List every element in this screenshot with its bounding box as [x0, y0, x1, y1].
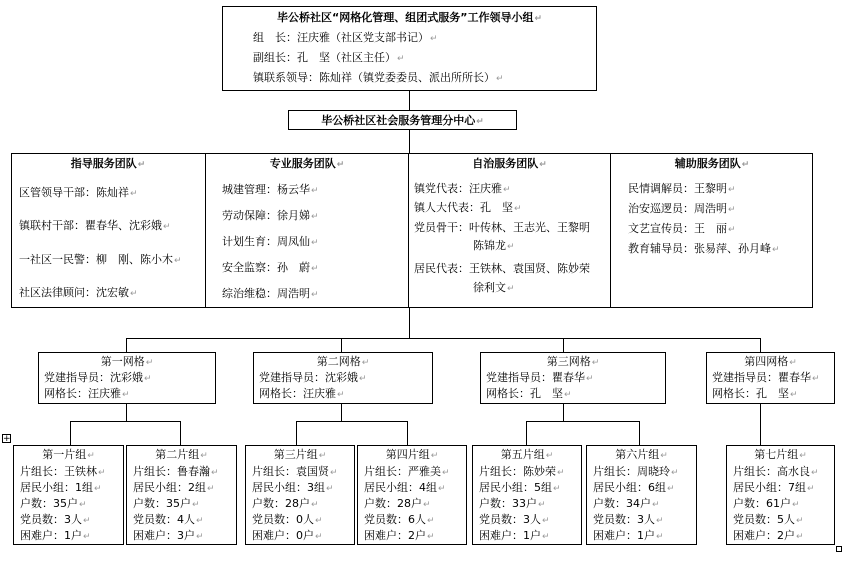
grid-drop-3 — [563, 338, 564, 352]
leader-group-title: 毕公桥社区“网格化管理、组团式服务”工作领导小组↵ — [276, 11, 542, 24]
connector-leader-center — [409, 91, 410, 110]
team-autonomy — [409, 153, 610, 308]
grid-title: 第三网格↵ — [546, 355, 600, 368]
section-4 — [357, 445, 467, 545]
section-title: 第四片组↵ — [385, 448, 439, 461]
drop-s5 — [526, 421, 527, 445]
section-title: 第五片组↵ — [500, 448, 554, 461]
section-line: 居民小组：5组↵ — [479, 481, 561, 494]
grid-line: 网格长：孔 坚↵ — [486, 387, 572, 400]
leader-group-box — [222, 6, 597, 91]
section-line: 片组长：袁国贤↵ — [252, 465, 338, 478]
team-member: 镇联村干部：瞿春华、沈彩娥↵ — [19, 219, 171, 232]
section-title: 第三片组↵ — [273, 448, 327, 461]
team-title: 指导服务团队↵ — [70, 157, 146, 170]
section-line: 片组长：高水良↵ — [733, 465, 819, 478]
section-line: 困难户：2户↵ — [364, 529, 435, 542]
section-line: 党员数：3人↵ — [479, 513, 550, 526]
team-title: 自治服务团队↵ — [472, 157, 547, 170]
grid-drop-2 — [341, 338, 342, 352]
team-member: 文艺宣传员：王 丽↵ — [628, 222, 736, 235]
section-line: 居民小组：1组↵ — [20, 481, 102, 494]
section-line: 党员数：3人↵ — [20, 513, 91, 526]
grid-line: 党建指导员：沈彩娥↵ — [44, 371, 152, 384]
connector-teams-grids — [409, 308, 410, 338]
section-6 — [586, 445, 697, 545]
team-member: 徐利文↵ — [473, 281, 515, 294]
section-line: 党员数：6人↵ — [364, 513, 435, 526]
drop-s1 — [70, 421, 71, 445]
grid-line: 党建指导员：沈彩娥↵ — [259, 371, 367, 384]
drop-s6 — [639, 421, 640, 445]
section-line: 困难户：1户↵ — [593, 529, 664, 542]
drop-s3 — [296, 421, 297, 445]
team-auxiliary — [611, 153, 813, 308]
grid-title: 第四网格↵ — [744, 355, 797, 368]
section-line: 户数：35户↵ — [133, 497, 200, 510]
section-title: 第七片组↵ — [754, 448, 807, 461]
section-1 — [13, 445, 124, 545]
section-2 — [126, 445, 237, 545]
leader-line-2: 副组长：孔 坚（社区主任）↵ — [253, 51, 405, 64]
section-line: 困难户：1户↵ — [20, 529, 91, 542]
grid-line: 党建指导员：瞿春华↵ — [486, 371, 594, 384]
service-center-title: 毕公桥社区社会服务管理分中心↵ — [321, 114, 484, 127]
section-line: 居民小组：3组↵ — [252, 481, 334, 494]
section-line: 困难户：2户↵ — [733, 529, 804, 542]
section-title: 第六片组↵ — [615, 448, 668, 461]
section-line: 户数：61户↵ — [733, 497, 800, 510]
team-member: 教育辅导员：张易萍、孙月峰↵ — [628, 242, 780, 255]
section-title: 第二片组↵ — [155, 448, 208, 461]
team-member: 镇人大代表：孔 坚↵ — [414, 201, 522, 214]
connector-grid1 — [126, 404, 127, 421]
grid-line: 网格长：汪庆雅↵ — [44, 387, 130, 400]
leader-line-3: 镇联系领导：陈灿祥（镇党委委员、派出所所长）↵ — [253, 71, 504, 84]
section-line: 户数：33户↵ — [479, 497, 546, 510]
grid-title: 第一网格↵ — [100, 355, 154, 368]
team-professional — [206, 153, 408, 308]
grid-line: 党建指导员：瞿春华↵ — [712, 371, 820, 384]
connector-center-teams — [409, 130, 410, 153]
section-3 — [245, 445, 355, 545]
section-line: 居民小组：2组↵ — [133, 481, 215, 494]
connector-grid3 — [563, 404, 564, 421]
section-line: 片组长：周晓玲↵ — [593, 465, 679, 478]
drop-s4 — [407, 421, 408, 445]
grid-bus — [126, 338, 761, 339]
section-line: 户数：35户↵ — [20, 497, 87, 510]
team-member: 计划生育：周凤仙↵ — [222, 235, 319, 248]
connector-grid2 — [341, 404, 342, 421]
bus-grid1 — [70, 421, 181, 422]
table-resize-handle-icon[interactable] — [836, 546, 842, 552]
grid-drop-1 — [126, 338, 127, 352]
section-line: 党员数：5人↵ — [733, 513, 804, 526]
grid-3 — [480, 352, 666, 404]
section-line: 片组长：鲁春瀚↵ — [133, 465, 219, 478]
section-title: 第一片组↵ — [42, 448, 95, 461]
team-member: 居民代表：王铁林、袁国贤、陈妙荣 — [414, 262, 590, 275]
team-member: 民情调解员：王黎明↵ — [628, 182, 736, 195]
team-member: 安全监察：孙 蔚↵ — [222, 261, 319, 274]
section-line: 党员数：4人↵ — [133, 513, 204, 526]
section-line: 片组长：严雅美↵ — [364, 465, 450, 478]
team-title: 辅助服务团队↵ — [674, 157, 750, 170]
team-guidance — [11, 153, 205, 308]
grid-line: 网格长：孔 坚↵ — [712, 387, 798, 400]
section-line: 居民小组：7组↵ — [733, 481, 815, 494]
section-line: 居民小组：4组↵ — [364, 481, 446, 494]
grid-4 — [706, 352, 835, 404]
grid-2 — [253, 352, 433, 404]
team-member: 治安巡逻员：周浩明↵ — [628, 202, 736, 215]
section-7 — [726, 445, 835, 545]
team-member: 一社区一民警：柳 刚、陈小木↵ — [19, 253, 182, 266]
section-line: 户数：28户↵ — [252, 497, 319, 510]
section-line: 片组长：王铁林↵ — [20, 465, 106, 478]
section-line: 党员数：3人↵ — [593, 513, 664, 526]
drop-s2 — [180, 421, 181, 445]
section-5 — [472, 445, 582, 545]
grid-line: 网格长：汪庆雅↵ — [259, 387, 345, 400]
team-member: 镇党代表：汪庆雅↵ — [414, 182, 511, 195]
connector-grid4 — [760, 404, 761, 445]
section-line: 户数：34户↵ — [593, 497, 660, 510]
grid-title: 第二网格↵ — [316, 355, 370, 368]
team-member: 劳动保障：徐月娣↵ — [222, 209, 319, 222]
bus-grid2 — [296, 421, 408, 422]
table-move-handle-icon[interactable]: + — [3, 434, 11, 444]
section-line: 党员数：0人↵ — [252, 513, 323, 526]
section-line: 困难户：1户↵ — [479, 529, 550, 542]
section-line: 户数：28户↵ — [364, 497, 431, 510]
section-line: 困难户：0户↵ — [252, 529, 323, 542]
team-member: 综治维稳：周浩明↵ — [222, 287, 319, 300]
team-title: 专业服务团队↵ — [269, 157, 345, 170]
section-line: 片组长：陈妙荣↵ — [479, 465, 565, 478]
team-member: 党员骨干：叶传林、王志光、王黎明 — [414, 221, 590, 234]
section-line: 居民小组：6组↵ — [593, 481, 675, 494]
service-center-box — [288, 110, 517, 130]
team-member: 区管领导干部：陈灿祥↵ — [19, 186, 138, 199]
grid-drop-4 — [760, 338, 761, 352]
grid-1 — [38, 352, 216, 404]
section-line: 困难户：3户↵ — [133, 529, 204, 542]
bus-grid3 — [526, 421, 640, 422]
leader-line-1: 组 长：汪庆雅（社区党支部书记）↵ — [253, 31, 438, 44]
team-member: 社区法律顾问：沈宏敏↵ — [19, 286, 138, 299]
team-member: 城建管理：杨云华↵ — [222, 183, 319, 196]
team-member: 陈锦龙↵ — [473, 239, 515, 252]
